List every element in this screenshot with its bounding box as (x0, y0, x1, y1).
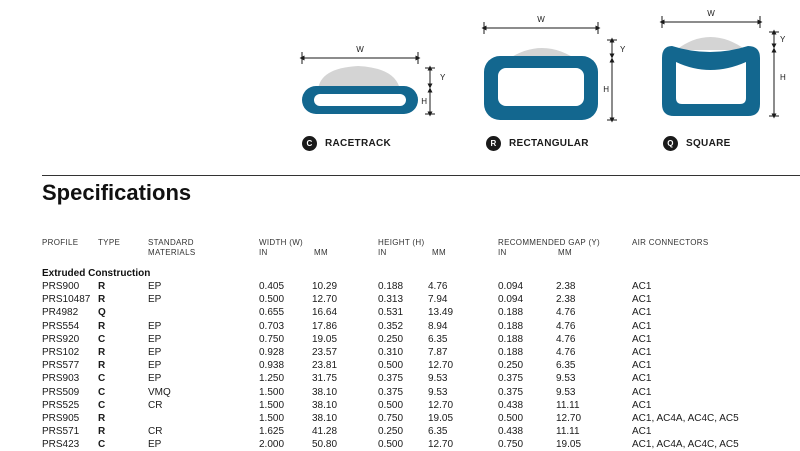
gap-in-cell: 0.500 (498, 412, 524, 424)
racetrack-y-label: Y (440, 73, 446, 82)
section-divider (42, 175, 800, 176)
height-in-cell: 0.500 (378, 360, 404, 372)
height-mm-cell: 6.35 (428, 426, 448, 438)
air-connectors-cell: AC1, AC4A, AC4C, AC5 (632, 439, 739, 451)
table-row (0, 438, 800, 451)
square-w-label: W (707, 9, 715, 18)
gap-mm-cell: 9.53 (556, 386, 576, 398)
material-cell: EP (148, 346, 162, 358)
square-badge: Q (663, 136, 678, 151)
material-cell: EP (148, 439, 162, 451)
width-in-cell: 0.500 (259, 294, 285, 306)
material-cell: EP (148, 333, 162, 345)
air-connectors-cell: AC1 (632, 307, 652, 319)
profile-cell: PRS900 (42, 281, 80, 292)
air-connectors-cell: AC1 (632, 346, 652, 358)
height-in-cell: 0.750 (378, 412, 404, 424)
header-width-mm: MM (314, 248, 328, 257)
height-mm-cell: 19.05 (428, 412, 454, 424)
air-connectors-cell: AC1 (632, 333, 652, 345)
header-gap-in: IN (498, 248, 507, 257)
header-gap: RECOMMENDED GAP (Y) (498, 238, 601, 247)
width-mm-cell: 38.10 (312, 412, 338, 424)
rectangular-y-label: Y (620, 45, 626, 54)
height-in-cell: 0.250 (378, 426, 404, 438)
square-name: SQUARE (686, 138, 731, 149)
width-mm-cell: 50.80 (312, 439, 338, 451)
width-in-cell: 1.500 (259, 386, 285, 398)
profile-cell: PRS509 (42, 386, 80, 398)
profile-cell: PRS577 (42, 360, 80, 372)
racetrack-diagram (302, 52, 435, 114)
header-air-connectors: AIR CONNECTORS (632, 238, 709, 247)
rectangular-h-label: H (603, 85, 609, 94)
profile-cell: PR4982 (42, 307, 79, 319)
material-cell: EP (148, 281, 162, 292)
rectangular-badge: R (486, 136, 501, 151)
height-mm-cell: 12.70 (428, 439, 454, 451)
gap-mm-cell: 4.76 (556, 346, 576, 358)
gap-mm-cell: 2.38 (556, 294, 576, 306)
height-mm-cell: 9.53 (428, 386, 448, 398)
profile-cell: PRS903 (42, 373, 80, 385)
square-label (663, 136, 731, 151)
profile-diagrams (0, 0, 800, 170)
height-in-cell: 0.250 (378, 333, 404, 345)
width-mm-cell: 38.10 (312, 399, 338, 411)
type-cell: R (98, 320, 106, 332)
width-mm-cell: 19.05 (312, 333, 338, 345)
type-cell: R (98, 426, 106, 438)
racetrack-w-label: W (356, 45, 364, 54)
gap-mm-cell: 6.35 (556, 360, 576, 372)
gap-in-cell: 0.188 (498, 320, 524, 332)
profile-cell: PRS102 (42, 346, 80, 358)
table-row (0, 333, 800, 346)
type-cell: R (98, 294, 106, 306)
square-h-label: H (780, 73, 786, 82)
height-in-cell: 0.313 (378, 294, 404, 306)
profile-cell: PRS920 (42, 333, 80, 345)
type-cell: R (98, 346, 106, 358)
width-in-cell: 1.500 (259, 412, 285, 424)
gap-mm-cell: 9.53 (556, 373, 576, 385)
air-connectors-cell: AC1 (632, 426, 652, 438)
racetrack-badge: C (302, 136, 317, 151)
profile-cell: PRS423 (42, 439, 80, 451)
width-in-cell: 1.625 (259, 426, 285, 438)
gap-mm-cell: 4.76 (556, 333, 576, 345)
material-cell: VMQ (148, 386, 171, 398)
air-connectors-cell: AC1 (632, 373, 652, 385)
gap-mm-cell: 11.11 (556, 426, 580, 438)
height-in-cell: 0.375 (378, 373, 404, 385)
profile-cell: PRS554 (42, 320, 80, 332)
air-connectors-cell: AC1, AC4A, AC4C, AC5 (632, 412, 739, 424)
gap-in-cell: 0.438 (498, 426, 524, 438)
header-height-mm: MM (432, 248, 446, 257)
height-in-cell: 0.375 (378, 386, 404, 398)
table-row (0, 306, 800, 319)
air-connectors-cell: AC1 (632, 399, 652, 411)
width-in-cell: 0.938 (259, 360, 285, 372)
header-materials: MATERIALS (148, 248, 196, 257)
gap-in-cell: 0.250 (498, 360, 524, 372)
type-cell: C (98, 373, 106, 385)
type-cell: R (98, 360, 106, 372)
gap-mm-cell: 12.70 (556, 412, 582, 424)
width-in-cell: 0.703 (259, 320, 285, 332)
type-cell: Q (98, 307, 106, 319)
material-cell: EP (148, 360, 162, 372)
table-row (0, 412, 800, 425)
gap-in-cell: 0.438 (498, 399, 524, 411)
header-profile: PROFILE (42, 238, 79, 247)
material-cell: EP (148, 320, 162, 332)
width-in-cell: 0.655 (259, 307, 285, 319)
square-diagram (662, 16, 779, 116)
racetrack-name: RACETRACK (325, 138, 392, 149)
height-mm-cell: 13.49 (428, 307, 454, 319)
height-mm-cell: 7.94 (428, 294, 448, 306)
air-connectors-cell: AC1 (632, 281, 652, 292)
header-height: HEIGHT (H) (378, 238, 425, 247)
table-row (0, 425, 800, 438)
air-connectors-cell: AC1 (632, 360, 652, 372)
gap-in-cell: 0.188 (498, 346, 524, 358)
header-width-in: IN (259, 248, 268, 257)
width-mm-cell: 41.28 (312, 426, 338, 438)
width-in-cell: 1.250 (259, 373, 285, 385)
material-cell: EP (148, 373, 162, 385)
width-mm-cell: 31.75 (312, 373, 338, 385)
profile-cell: PRS571 (42, 426, 80, 438)
profile-cell: PRS525 (42, 399, 80, 411)
height-in-cell: 0.531 (378, 307, 404, 319)
gap-mm-cell: 19.05 (556, 439, 582, 451)
width-in-cell: 0.750 (259, 333, 285, 345)
header-height-in: IN (378, 248, 387, 257)
material-cell: CR (148, 399, 163, 411)
table-row (0, 372, 800, 385)
gap-in-cell: 0.188 (498, 333, 524, 345)
section-heading: Extruded Construction (42, 268, 151, 279)
rectangular-label (486, 136, 589, 151)
gap-in-cell: 0.188 (498, 307, 524, 319)
width-mm-cell: 10.29 (312, 281, 338, 292)
width-mm-cell: 17.86 (312, 320, 338, 332)
page-title: Specifications (42, 180, 192, 205)
height-in-cell: 0.310 (378, 346, 404, 358)
header-standard: STANDARD (148, 238, 194, 247)
table-row (0, 346, 800, 359)
height-mm-cell: 8.94 (428, 320, 448, 332)
height-mm-cell: 9.53 (428, 373, 448, 385)
header-type: TYPE (98, 238, 121, 247)
table-row (0, 399, 800, 412)
spec-table-body (0, 280, 800, 451)
width-mm-cell: 12.70 (312, 294, 338, 306)
gap-mm-cell: 4.76 (556, 320, 576, 332)
table-row (0, 293, 800, 306)
air-connectors-cell: AC1 (632, 294, 652, 306)
header-gap-mm: MM (558, 248, 572, 257)
material-cell: EP (148, 294, 162, 306)
gap-in-cell: 0.094 (498, 294, 524, 306)
height-mm-cell: 4.76 (428, 281, 448, 292)
material-cell: CR (148, 426, 163, 438)
width-in-cell: 0.405 (259, 281, 285, 292)
air-connectors-cell: AC1 (632, 386, 652, 398)
height-in-cell: 0.352 (378, 320, 404, 332)
gap-mm-cell: 2.38 (556, 281, 576, 292)
header-width: WIDTH (W) (259, 238, 304, 247)
profile-cell: PRS10487 (42, 294, 91, 306)
width-in-cell: 1.500 (259, 399, 285, 411)
table-row (0, 320, 800, 333)
width-in-cell: 2.000 (259, 439, 285, 451)
height-in-cell: 0.188 (378, 281, 404, 292)
air-connectors-cell: AC1 (632, 320, 652, 332)
table-row (0, 386, 800, 399)
type-cell: R (98, 281, 106, 292)
height-mm-cell: 7.87 (428, 346, 448, 358)
rectangular-w-label: W (537, 15, 545, 24)
rectangular-name: RECTANGULAR (509, 138, 589, 149)
type-cell: C (98, 386, 106, 398)
width-mm-cell: 23.81 (312, 360, 338, 372)
racetrack-label (302, 136, 391, 151)
height-in-cell: 0.500 (378, 399, 404, 411)
gap-in-cell: 0.375 (498, 373, 524, 385)
gap-in-cell: 0.750 (498, 439, 524, 451)
racetrack-h-label: H (421, 97, 427, 106)
height-mm-cell: 12.70 (428, 360, 454, 372)
profile-cell: PRS905 (42, 412, 80, 424)
gap-mm-cell: 11.11 (556, 399, 580, 411)
table-row (0, 280, 800, 293)
height-mm-cell: 6.35 (428, 333, 448, 345)
rectangular-diagram (484, 22, 617, 120)
width-mm-cell: 16.64 (312, 307, 338, 319)
width-in-cell: 0.928 (259, 346, 285, 358)
type-cell: C (98, 333, 106, 345)
gap-in-cell: 0.375 (498, 386, 524, 398)
gap-in-cell: 0.094 (498, 281, 524, 292)
gap-mm-cell: 4.76 (556, 307, 576, 319)
width-mm-cell: 38.10 (312, 386, 338, 398)
square-y-label: Y (780, 35, 786, 44)
width-mm-cell: 23.57 (312, 346, 338, 358)
height-in-cell: 0.500 (378, 439, 404, 451)
type-cell: C (98, 439, 106, 451)
type-cell: R (98, 412, 106, 424)
table-row (0, 359, 800, 372)
type-cell: C (98, 399, 106, 411)
height-mm-cell: 12.70 (428, 399, 454, 411)
